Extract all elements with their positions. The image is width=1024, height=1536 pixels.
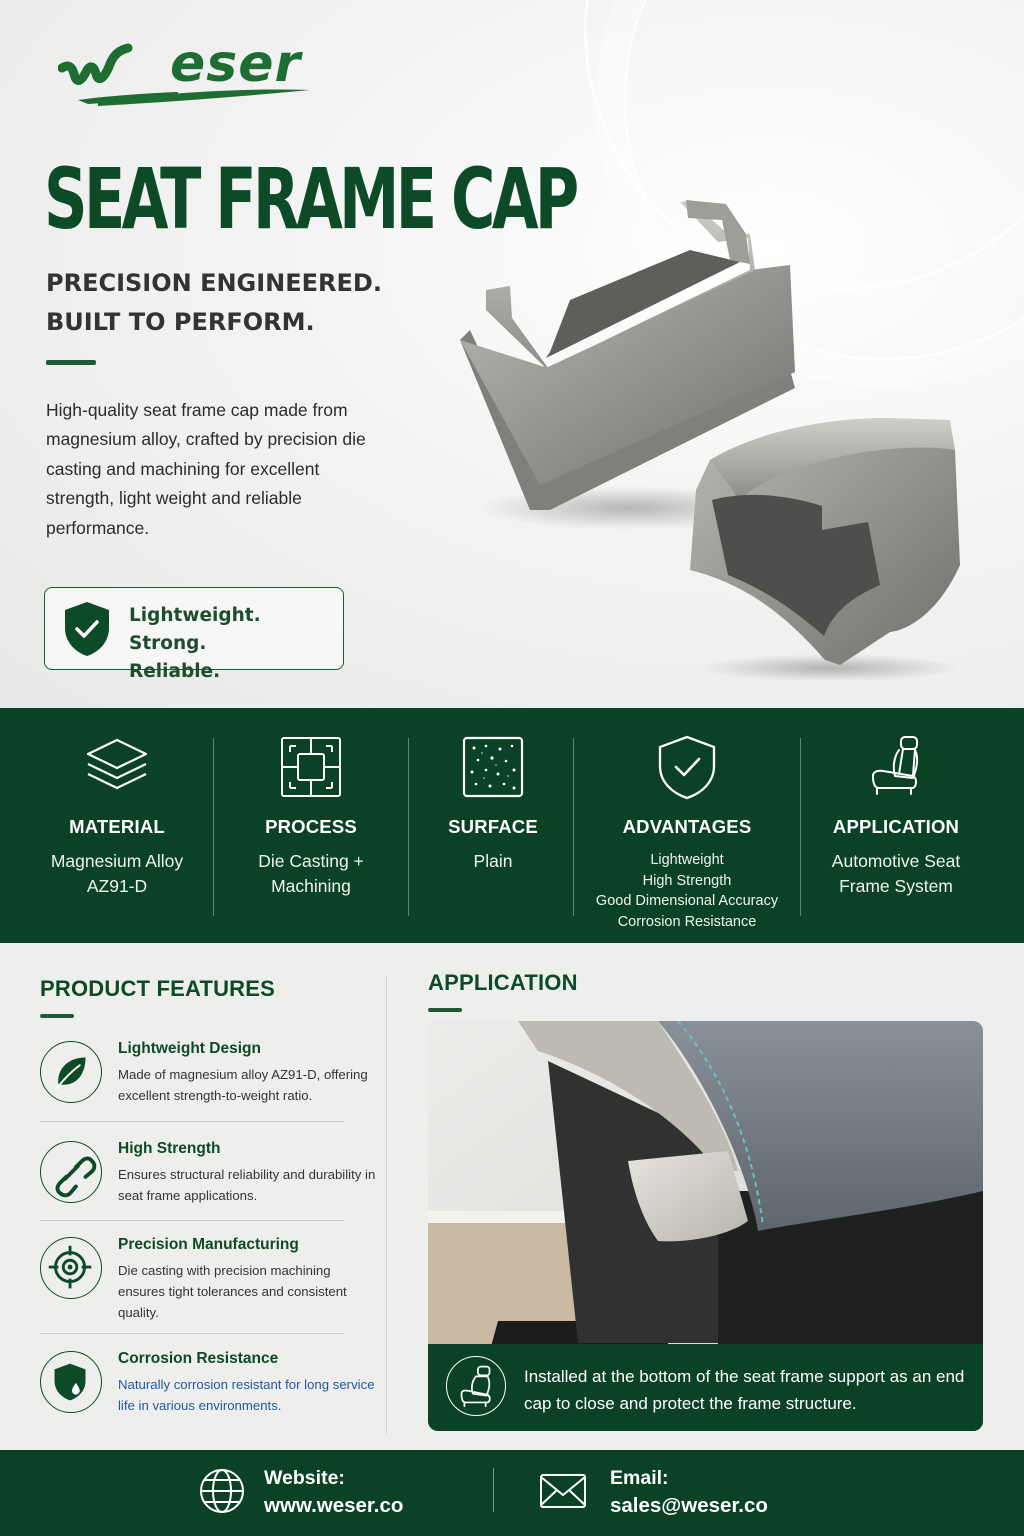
badge-line-1: Lightweight. Strong. [129, 605, 261, 654]
spec-surface [409, 708, 577, 943]
column-divider [386, 976, 387, 1434]
casting-frame-icon [278, 734, 344, 800]
shield-check-icon [63, 600, 111, 658]
specs-band [0, 708, 1024, 943]
divider [40, 1333, 344, 1334]
envelope-icon [538, 1466, 588, 1516]
divider [428, 1008, 462, 1012]
page-title: SEAT FRAME CAP [44, 150, 576, 248]
caption-text: Installed at the bottom of the seat frame support as an end cap to close and protect the frame structure. [524, 1367, 965, 1413]
spec-value [22, 849, 212, 898]
tagline-line-1: PRECISION ENGINEERED. [46, 269, 382, 297]
chain-link-icon [41, 1142, 101, 1202]
spec-value-line: Frame System [839, 875, 953, 896]
badge-text [129, 602, 329, 686]
spec-label: MATERIAL [69, 816, 165, 837]
product-image [450, 190, 970, 680]
spec-application [801, 708, 991, 943]
application-header [428, 970, 578, 1012]
leaf-icon [41, 1042, 101, 1102]
section-title: APPLICATION [428, 970, 578, 995]
divider [40, 1121, 344, 1122]
car-seat-icon-circle [446, 1356, 506, 1416]
divider [40, 1220, 344, 1221]
target-icon [41, 1238, 101, 1298]
spec-label: PROCESS [265, 816, 357, 837]
feature-icon-circle [40, 1237, 102, 1299]
email-link[interactable]: sales@weser.co [610, 1494, 768, 1517]
feature-text: Ensures structural reliability and durability in seat frame applications. [118, 1167, 376, 1203]
product-description: High-quality seat frame cap made from magnesium alloy, crafted by precision die casting and machining for excellent strength, light weight and reliable performance. [46, 400, 366, 538]
shield-check-icon [654, 734, 720, 800]
spec-process [214, 708, 408, 943]
feature-icon-circle [40, 1041, 102, 1103]
brand-logo[interactable] [58, 34, 318, 112]
spec-value-line: Magnesium Alloy [50, 851, 184, 871]
car-seat-icon [447, 1357, 505, 1415]
spec-value-line: Corrosion Resistance [617, 913, 757, 930]
spec-value-line: Machining [271, 875, 351, 896]
spec-value-line: AZ91-D [86, 875, 148, 896]
feature-title: High Strength [118, 1140, 221, 1157]
feature-text: Naturally corrosion resistant for long service life in various environments. [118, 1377, 375, 1413]
feature-title: Corrosion Resistance [118, 1350, 279, 1367]
spec-value [409, 849, 577, 874]
badge-line-2: Reliable. [129, 661, 221, 682]
layers-icon [84, 734, 150, 800]
spec-value-line: Good Dimensional Accuracy [595, 893, 779, 909]
car-seat-icon [863, 734, 929, 800]
spec-value [801, 849, 991, 898]
feature-text: Made of magnesium alloy AZ91-D, offering excellent strength-to-weight ratio. [118, 1067, 368, 1103]
spec-value-line: Lightweight [650, 852, 724, 868]
feature-icon-circle [40, 1141, 102, 1203]
email-label: Email: [610, 1467, 669, 1489]
spec-value-line: Plain [473, 851, 513, 871]
feature-text: Die casting with precision machining ensures tight tolerances and consistent quality. [118, 1263, 347, 1320]
footer [0, 1450, 1024, 1536]
spec-value [574, 850, 800, 932]
divider [493, 1468, 494, 1512]
spec-advantages [574, 708, 800, 943]
feature-badge [44, 587, 344, 682]
spec-material [22, 708, 212, 943]
tagline-line-2: BUILT TO PERFORM. [46, 308, 315, 336]
spec-value-line: High Strength [642, 872, 732, 889]
spec-value [214, 849, 408, 898]
texture-icon [460, 734, 526, 800]
spec-value-line: Die Casting + [258, 851, 364, 871]
globe-icon [197, 1466, 247, 1516]
spec-label: APPLICATION [832, 816, 960, 837]
shield-drop-icon [41, 1352, 101, 1412]
product-features [40, 976, 376, 1413]
section-title: PRODUCT FEATURES [40, 976, 276, 1001]
logo-text: eser [170, 34, 302, 94]
feature-icon-circle [40, 1351, 102, 1413]
feature-title: Precision Manufacturing [118, 1236, 299, 1253]
website-link[interactable]: www.weser.co [264, 1494, 404, 1517]
application-caption [428, 1344, 983, 1431]
divider [40, 1014, 74, 1018]
spec-label: SURFACE [448, 816, 538, 837]
hero-section [0, 0, 1024, 708]
spec-value-line: Automotive Seat [831, 851, 961, 871]
feature-title: Lightweight Design [118, 1040, 261, 1057]
spec-label: ADVANTAGES [622, 816, 752, 837]
tagline [46, 264, 382, 342]
website-label: Website: [264, 1467, 345, 1489]
divider [46, 360, 96, 365]
